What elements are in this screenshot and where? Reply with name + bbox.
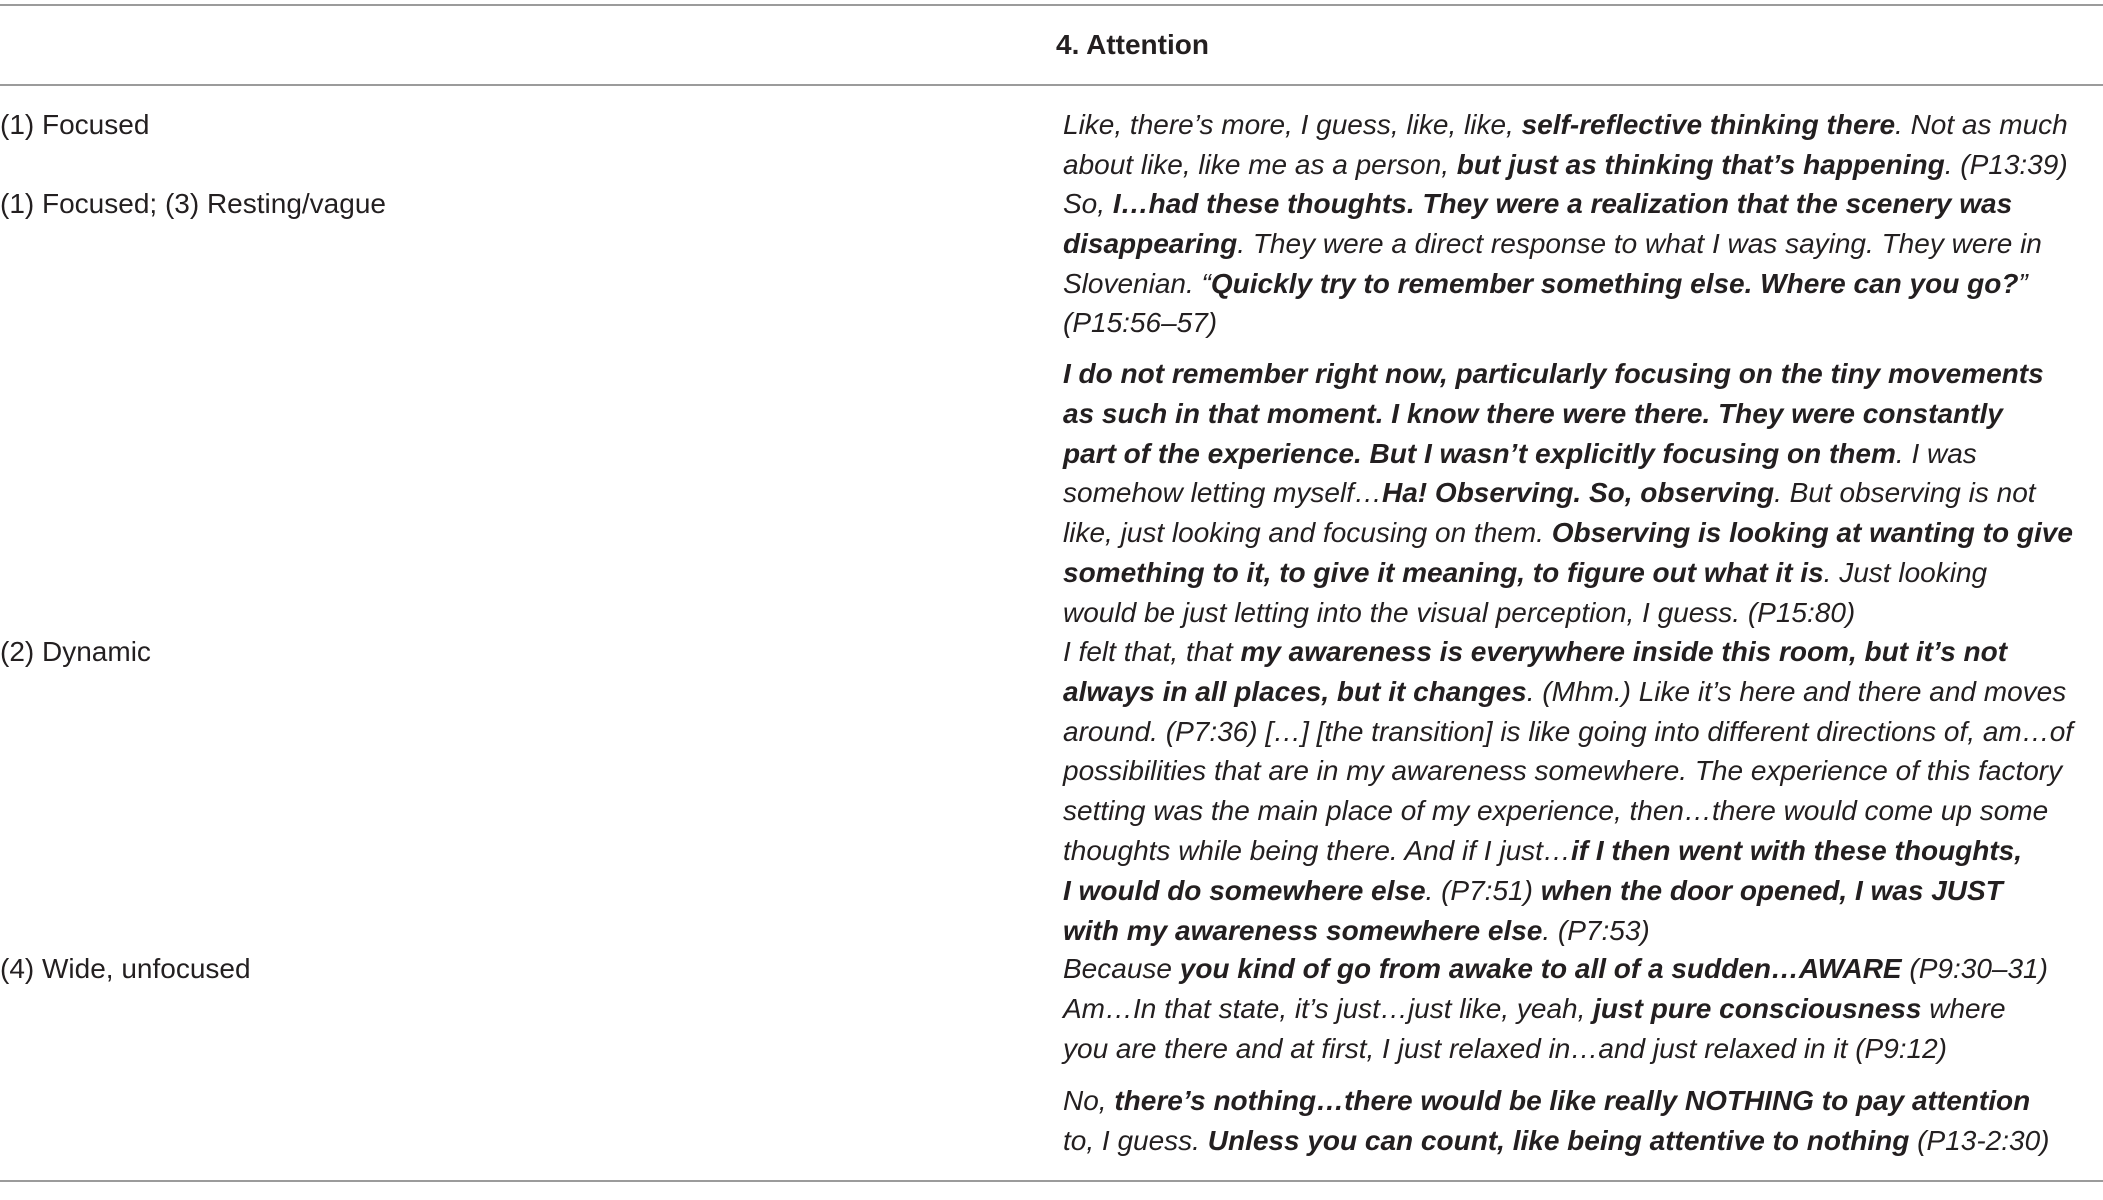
row-quote (1063, 949, 2103, 1068)
quote-emphasis: but just as thinking that’s happening (1456, 148, 1945, 180)
quote-emphasis: you kind of go from awake to all of a sudden…AWARE (1179, 953, 1902, 984)
table-bottom-rule (0, 1180, 2103, 1182)
quote-emphasis: Unless you can count, like being attentive to nothing (1207, 1124, 1910, 1156)
row-quote (1063, 105, 2103, 185)
row-quote (1063, 354, 2103, 633)
quote-text: . (P7:51) (1425, 874, 1541, 906)
quote-text: . I was somehow letting myself… (1063, 437, 1977, 509)
quote-emphasis: when the door opened, I was JUST with my awareness somewhere else (1063, 874, 2003, 946)
row-quote (1063, 184, 2103, 343)
row-category: (1) Focused; (3) Resting/vague (0, 188, 386, 219)
quote-text: (P9:30–31) Am…In that state, it’s just…just like, yeah, (1063, 953, 2048, 1024)
quote-emphasis: Quickly try to remember something else. Where can you go? (1210, 267, 2019, 299)
quote-text: . Just looking would be just letting into the visual perception, I guess. (P15:80) (1063, 556, 1988, 628)
table-top-rule (0, 4, 2103, 6)
quote-text: . Not as much about like, like me as a person, (1063, 109, 2068, 180)
quote-text: So, (1063, 188, 1113, 219)
quote-emphasis: self-reflective thinking there (1521, 109, 1896, 140)
quote-text: ” (P15:56–57) (1063, 267, 2028, 339)
quote-text: Because (1063, 953, 1180, 984)
quote-text: . (P7:53) (1542, 914, 1650, 946)
row-quote (1063, 632, 2103, 950)
quote-emphasis: Ha! Observing. So, observing (1382, 477, 1775, 509)
quote-text: No, (1063, 1085, 1115, 1116)
quote-text: (P13-2:30) (1909, 1124, 2050, 1156)
table-header-title: 4. Attention (1056, 29, 1209, 60)
row-category: (2) Dynamic (0, 636, 151, 667)
quote-emphasis: just pure consciousness (1593, 992, 1922, 1024)
quote-emphasis: Observing is looking at wanting to give something to it, to give it meaning, to figure out what it is (1063, 517, 2073, 588)
quote-emphasis: I…had these thoughts. They were a realization that the scenery was disappearing (1063, 188, 2013, 259)
quote-text: Like, there’s more, I guess, like, like, (1063, 109, 1522, 140)
quote-text: to, I guess. (1063, 1124, 1200, 1156)
quote-text: I felt that, that (1063, 636, 1241, 667)
quote-text: . But observing is not like, just looking and focusing on them. (1063, 477, 2036, 549)
quote-text: . (P13:39) (1944, 148, 2068, 180)
table-header-rule (0, 84, 2103, 86)
quote-emphasis: my awareness is everywhere inside this room, but it’s not always in all places, but it changes (1063, 636, 2008, 707)
quote-emphasis: if I then went with these thoughts, I would do somewhere else (1063, 834, 2023, 906)
row-quote (1063, 1081, 2103, 1161)
quote-text: where you are there and at first, I just relaxed in…and just relaxed in it (P9:12) (1063, 992, 2006, 1064)
quote-text: . They were a direct response to what I was saying. They were in Slovenian. “ (1063, 227, 2042, 299)
quote-emphasis: there’s nothing…there would be like really NOTHING to pay attention (1114, 1085, 2031, 1116)
row-category: (1) Focused (0, 109, 150, 140)
quote-text: . (Mhm.) Like it’s here and there and moves around. (P7:36) […] [the transition] is like going into different directions of, am…of possibilities that are in my awareness somewhere. The experience of this factory setting was the main place of my experience, then…there would come up some thoughts while being there. And if I just… (1063, 675, 2074, 866)
quote-emphasis: I do not remember right now, particularly focusing on the tiny movements as such in that moment. I know there were there. They were constantly part of the experience. But I wasn’t explicitly focusing on them (1063, 358, 2044, 469)
row-category: (4) Wide, unfocused (0, 953, 251, 984)
